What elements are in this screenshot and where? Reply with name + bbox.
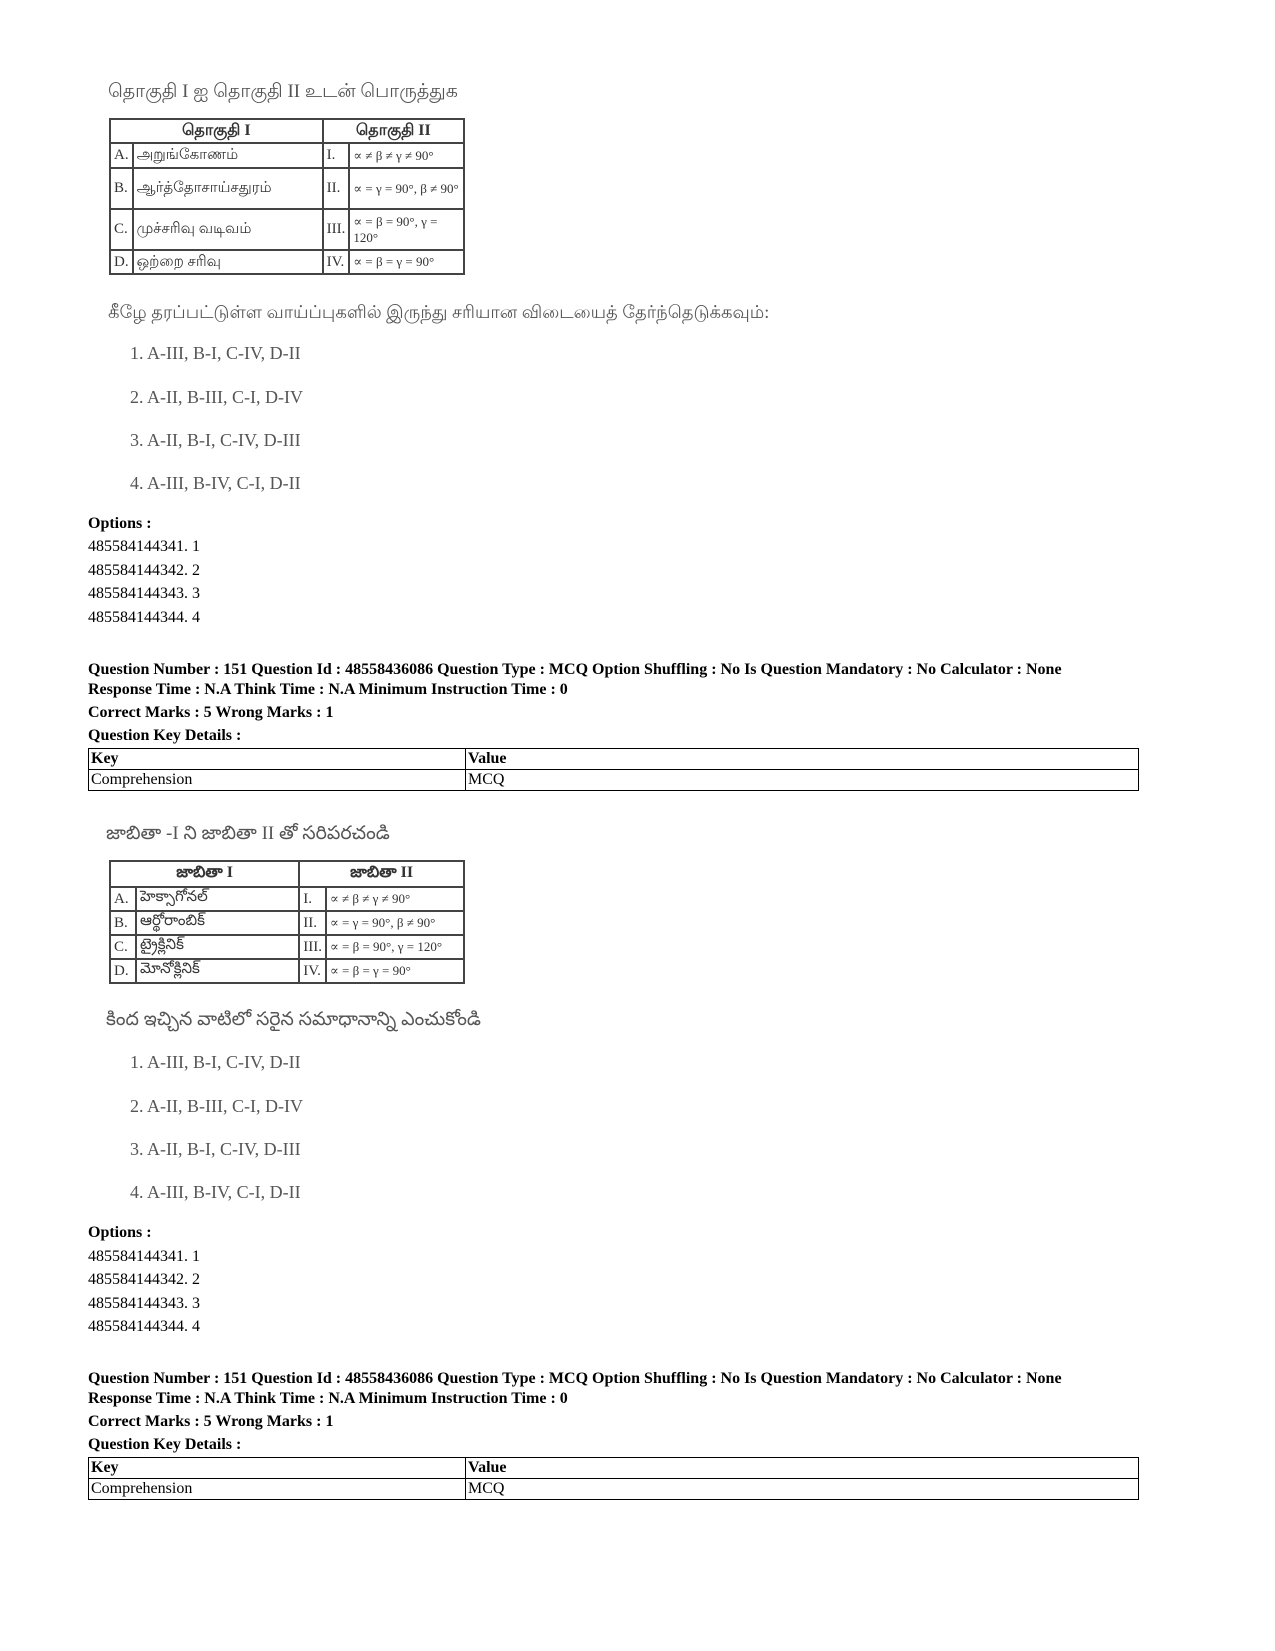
left-item: మోనోక్లినిక్ xyxy=(136,959,299,983)
right-item: ∝ ≠ β ≠ γ ≠ 90° xyxy=(326,887,464,911)
question-info-line: Question Number : 151 Question Id : 48558436086 Question Type : MCQ Option Shuffling : No Is Question Mandatory : No Calculator : None xyxy=(88,661,1062,678)
column-header: தொகுதி I xyxy=(110,119,323,143)
right-item: ∝ = β = γ = 90° xyxy=(349,250,464,274)
left-item: ఆర్థోరాంబిక్ xyxy=(136,911,299,935)
right-item: ∝ = β = 90°, γ = 120° xyxy=(349,209,464,250)
row-numeral: I. xyxy=(299,887,326,911)
question-timing-line: Response Time : N.A Think Time : N.A Minimum Instruction Time : 0 xyxy=(88,681,568,698)
row-numeral: IV. xyxy=(323,250,350,274)
value-cell: MCQ xyxy=(466,1479,1139,1500)
option-item: 485584144343. 3 xyxy=(88,585,200,602)
column-header: தொகுதி II xyxy=(323,119,464,143)
row-letter: C. xyxy=(110,209,133,250)
row-letter: B. xyxy=(110,168,133,209)
value-cell: MCQ xyxy=(466,770,1139,791)
column-header: జాబితా I xyxy=(110,861,299,887)
column-header: జాబితా II xyxy=(299,861,464,887)
row-numeral: III. xyxy=(323,209,350,250)
answer-choice: 2. A-II, B-III, C-I, D-IV xyxy=(130,387,303,407)
left-item: முச்சரிவு வடிவம் xyxy=(133,209,323,250)
option-item: 485584144341. 1 xyxy=(88,538,200,555)
answer-choice: 3. A-II, B-I, C-IV, D-III xyxy=(130,1139,301,1159)
answer-choice: 1. A-III, B-I, C-IV, D-II xyxy=(130,343,301,363)
left-item: அறுங்கோணம் xyxy=(133,143,323,168)
options-label: Options : xyxy=(88,515,152,532)
row-letter: A. xyxy=(110,143,133,168)
option-item: 485584144344. 4 xyxy=(88,609,200,626)
row-letter: D. xyxy=(110,250,133,274)
answer-choice: 4. A-III, B-IV, C-I, D-II xyxy=(130,473,301,493)
row-numeral: IV. xyxy=(299,959,326,983)
marks-line: Correct Marks : 5 Wrong Marks : 1 xyxy=(88,704,334,721)
option-item: 485584144343. 3 xyxy=(88,1295,200,1312)
value-header: Value xyxy=(466,1458,1139,1479)
row-numeral: II. xyxy=(323,168,350,209)
answer-choice: 2. A-II, B-III, C-I, D-IV xyxy=(130,1096,303,1116)
match-instruction: జాబితా -I ని జాబితా II తో సరిపరచండి xyxy=(106,823,390,844)
choose-instruction: கீழே தரப்பட்டுள்ள வாய்ப்புகளில் இருந்து சரியான விடையைத் தேர்ந்தெடுக்கவும்: xyxy=(108,302,770,322)
option-item: 485584144344. 4 xyxy=(88,1318,200,1335)
key-details-label: Question Key Details : xyxy=(88,727,242,744)
key-header: Key xyxy=(89,749,466,770)
right-item: ∝ = β = γ = 90° xyxy=(326,959,464,983)
value-header: Value xyxy=(466,749,1139,770)
answer-choice: 1. A-III, B-I, C-IV, D-II xyxy=(130,1052,301,1072)
option-item: 485584144342. 2 xyxy=(88,1271,200,1288)
left-item: హెక్సాగోనల్ xyxy=(136,887,299,911)
match-table xyxy=(109,860,465,984)
row-letter: D. xyxy=(110,959,136,983)
key-cell: Comprehension xyxy=(89,770,466,791)
answer-choice: 3. A-II, B-I, C-IV, D-III xyxy=(130,430,301,450)
row-letter: C. xyxy=(110,935,136,959)
match-table xyxy=(109,118,465,275)
question-timing-line: Response Time : N.A Think Time : N.A Minimum Instruction Time : 0 xyxy=(88,1390,568,1407)
left-item: ஒற்றை சரிவு xyxy=(133,250,323,274)
question-info-line: Question Number : 151 Question Id : 48558436086 Question Type : MCQ Option Shuffling : No Is Question Mandatory : No Calculator : None xyxy=(88,1370,1062,1387)
options-label: Options : xyxy=(88,1224,152,1241)
key-value-table xyxy=(88,1457,1139,1500)
right-item: ∝ ≠ β ≠ γ ≠ 90° xyxy=(349,143,464,168)
row-letter: A. xyxy=(110,887,136,911)
row-numeral: III. xyxy=(299,935,326,959)
left-item: ట్రైక్లినిక్ xyxy=(136,935,299,959)
left-item: ஆர்த்தோசாய்சதுரம் xyxy=(133,168,323,209)
key-details-label: Question Key Details : xyxy=(88,1436,242,1453)
right-item: ∝ = γ = 90°, β ≠ 90° xyxy=(326,911,464,935)
key-header: Key xyxy=(89,1458,466,1479)
key-value-table xyxy=(88,748,1139,791)
choose-instruction: కింద ఇచ్చిన వాటిలో సరైన సమాధానాన్ని ఎంచుకోండి xyxy=(106,1009,481,1030)
right-item: ∝ = β = 90°, γ = 120° xyxy=(326,935,464,959)
row-numeral: I. xyxy=(323,143,350,168)
right-item: ∝ = γ = 90°, β ≠ 90° xyxy=(349,168,464,209)
marks-line: Correct Marks : 5 Wrong Marks : 1 xyxy=(88,1413,334,1430)
row-numeral: II. xyxy=(299,911,326,935)
option-item: 485584144342. 2 xyxy=(88,562,200,579)
row-letter: B. xyxy=(110,911,136,935)
key-cell: Comprehension xyxy=(89,1479,466,1500)
match-instruction: தொகுதி I ஐ தொகுதி II உடன் பொருத்துக xyxy=(108,81,458,102)
option-item: 485584144341. 1 xyxy=(88,1248,200,1265)
answer-choice: 4. A-III, B-IV, C-I, D-II xyxy=(130,1182,301,1202)
